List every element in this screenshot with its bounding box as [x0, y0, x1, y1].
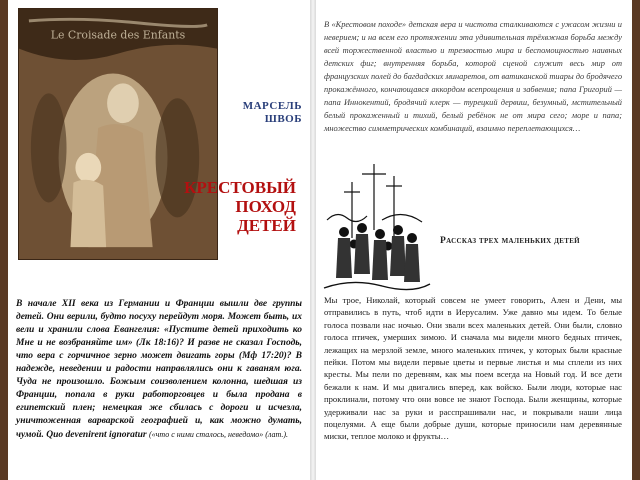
procession-drawing — [322, 160, 432, 292]
intro-text — [16, 298, 302, 442]
cover-caption: Le Croisade des Enfants — [50, 28, 186, 42]
story-title: Рассказ трех маленьких детей — [440, 236, 580, 246]
story-text: Мы трое, Николай, который совсем не умеет говорить, Ален и Дени, мы отправились в путь, чтоб идти в Иерусалим. Уже давно мы идем. То белые голоса позвали нас ночью. Они звали всех маленьких детей. Они были, словно голоса птичек, умерших зимою. И сначала мы видели много бедных птичек, лежащих на мерзлой земле, много маленьких птичек, у которых были красные пейки. Потом мы видели первые цветы и первые листья и мы сплели из них кресты. Мы пели по деревням, как мы поем всегда на Новый год. И все дети бежали к нам. И мы двигались вперед, как войско. Были люди, которые нас проклинали, потому что они вовсе не знают Господа. Были женщины, которые удерживали нас за руки и расспрашивали нас, и покрывали наши лица поцелуями. А еще были добрые души, которые приносили нам деревянные миски, теплое молоко и фрукты… — [324, 295, 622, 442]
title-line-2: ПОХОД — [235, 197, 296, 216]
left-page — [8, 0, 310, 480]
intro-note: («что с ними сталось, неведомо» (лат.). — [148, 430, 289, 439]
frame-left — [0, 0, 8, 480]
title-line-1: КРЕСТОВЫЙ — [184, 178, 296, 197]
frame-right — [632, 0, 640, 480]
title-line-3: ДЕТЕЙ — [237, 216, 296, 235]
right-page — [316, 0, 632, 480]
children-procession-illustration — [322, 160, 432, 292]
author-name: МАРСЕЛЬ ШВОБ — [242, 100, 302, 125]
summary-text: В «Крестовом походе» детская вера и чистота сталкиваются с ужасом жизни и неверием; и на всем его протяжении эта удивительная трёхвжная борьба между всей торжественной властью и трезвостью мира и беспомощностью наивных детских фиг; внутренняя борьба, которой сценой служит весь мир от французских полей до багдадских минаретов, от ватиканской тиары до бродячего прокажённого, кончающаяся аккордом всепрощения и забвения; папа Григорий — папа Иннокентий, бродячий клерк — турецкий дервиш, безумный, мстительный белый прокаженный и тихий, белый ребёнок не от мира сего; море и папа; множество симметрических комбинаций, взаимно переплетающихся… — [324, 20, 623, 133]
book-title — [158, 178, 296, 235]
intro-main: В начале XII века из Германии и Франции вышли две группы детей. Они верили, будто посуху перейдут моря. Может быть, их вели и хранили слова Евангелия: «Пустите детей приходить ко Мне и не возбраняйте им» (Лк 18:16)? И разве не сказал Господь, что вера с горчичное зерно может двигать горы (Мф 17:20)? В надежде, неведении и радости направлялись они к гаваням юга. Чуда не произошло. Божьим соизволением колонна, шедшая из Франции, попала в руки работорговцев и была продана в египетский плен; немецкая же сбилась с дороги и исчезла, уничтоженная варварской географией и, как можно думать, чумой. Quo devenirent ignoratur — [16, 299, 302, 440]
